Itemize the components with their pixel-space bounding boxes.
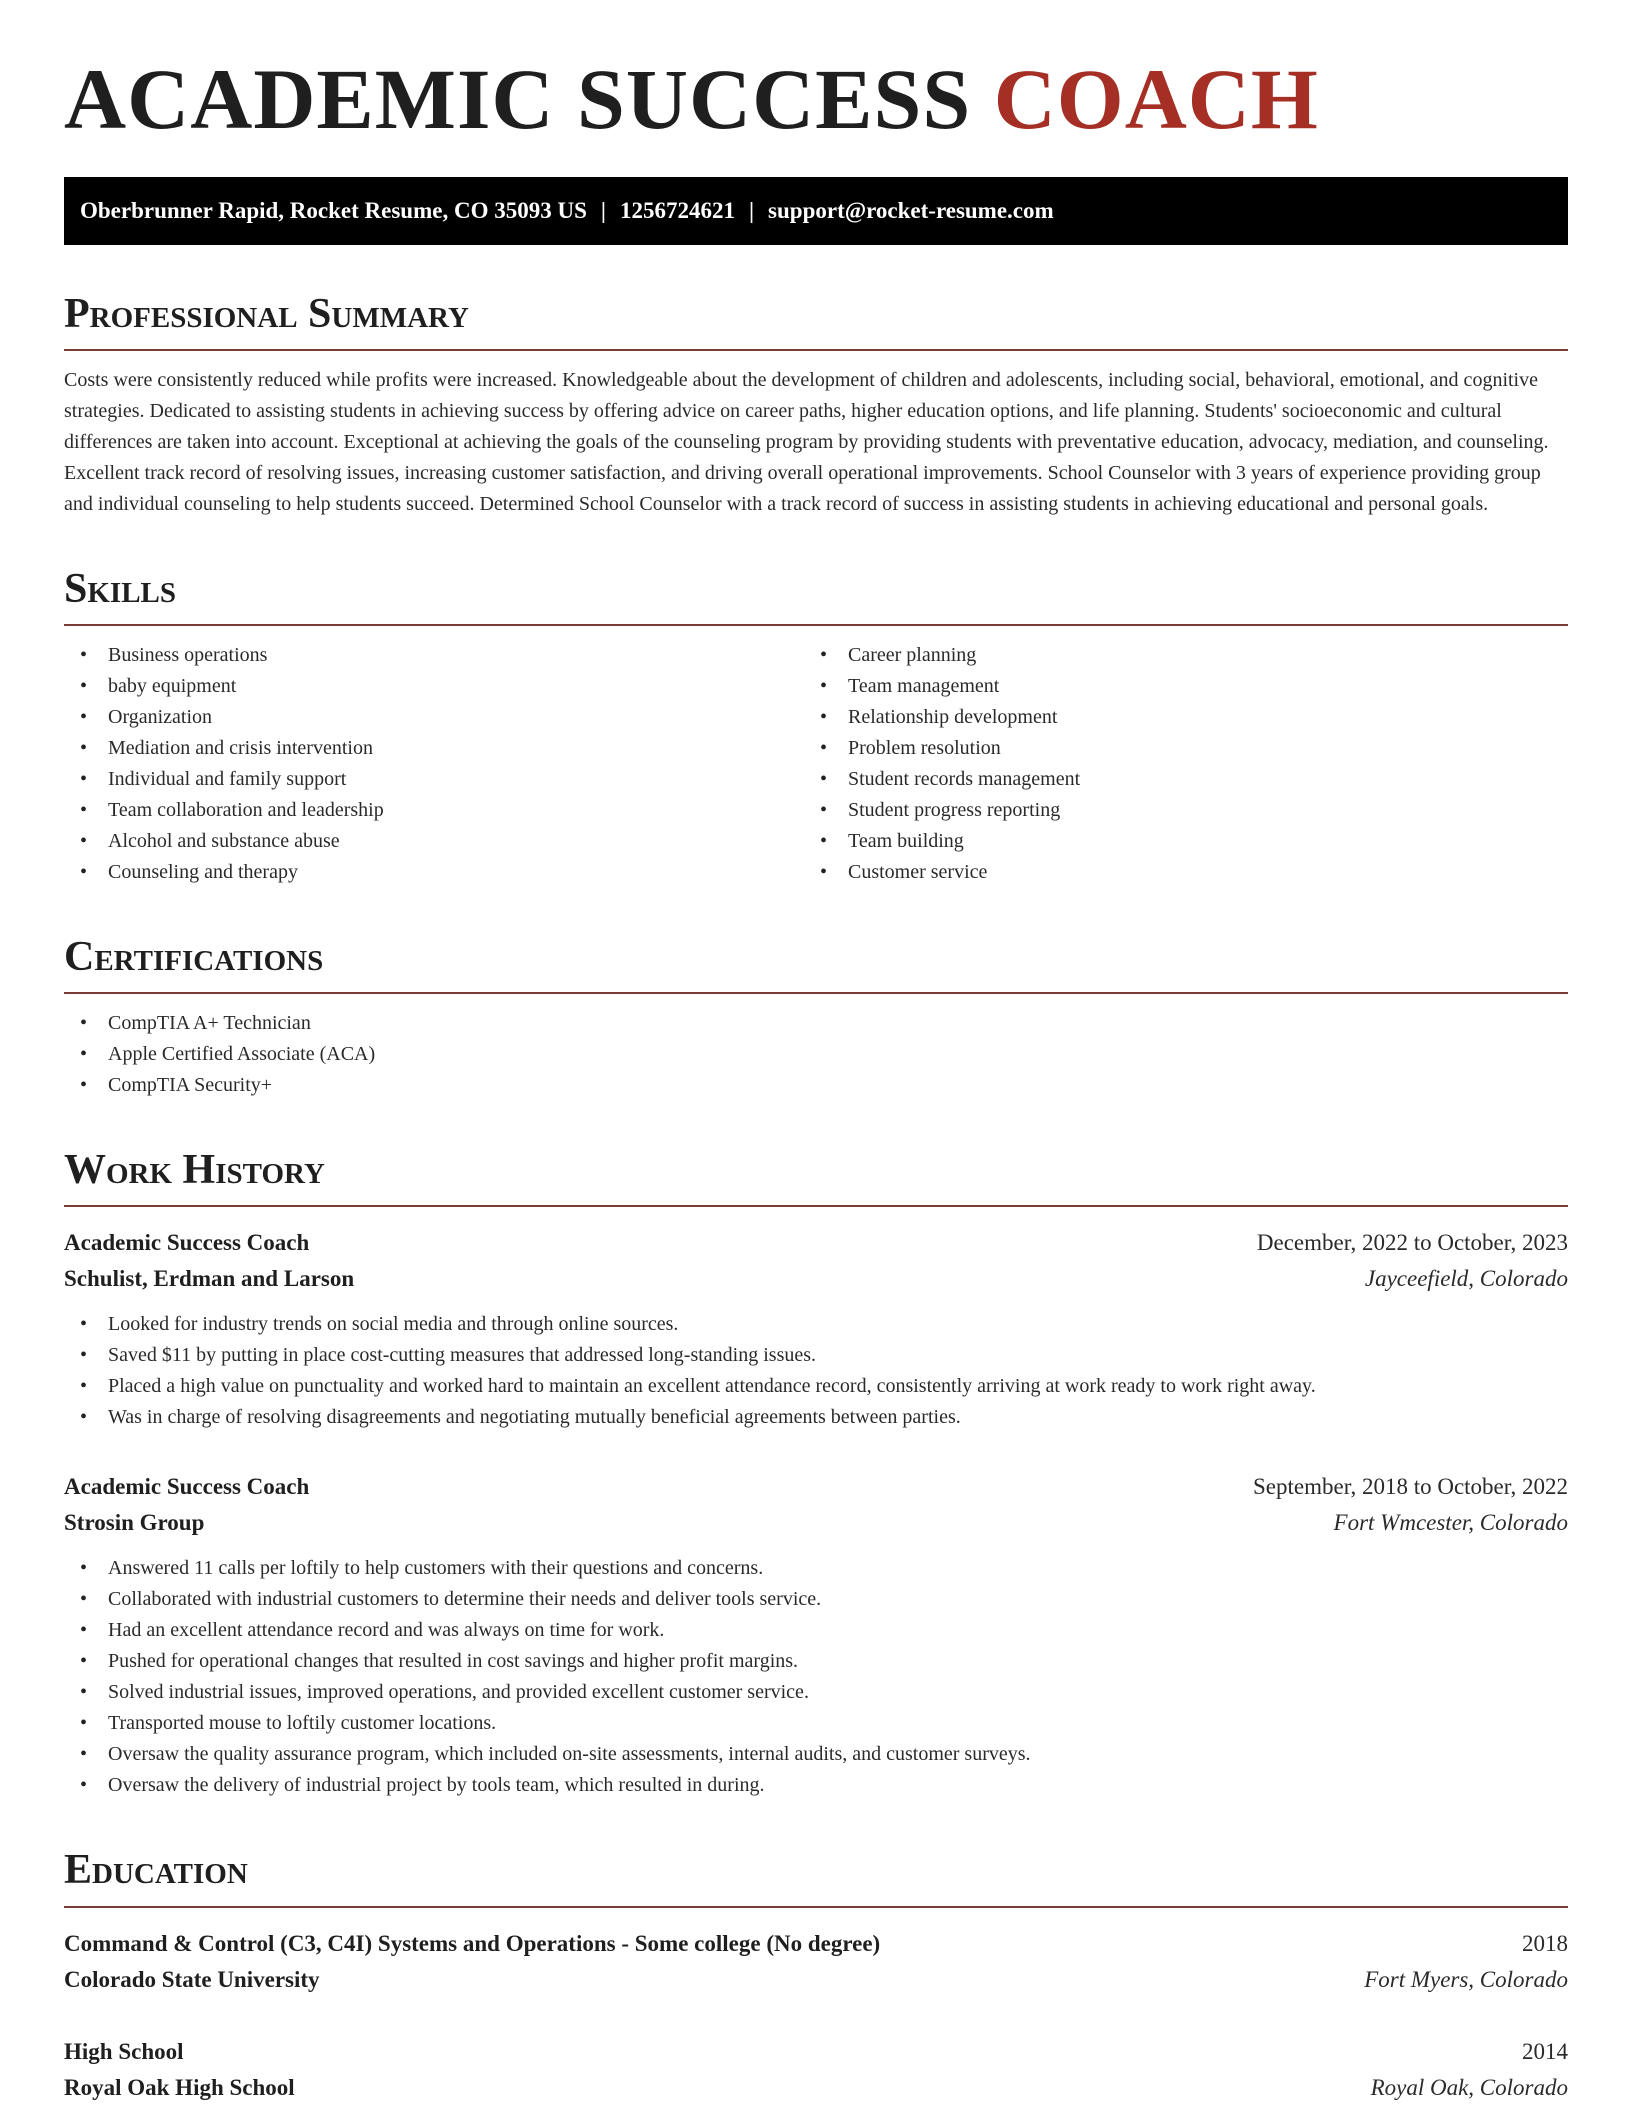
certifications-list [64,1008,1568,1101]
skill-item: • Team management [804,671,1568,702]
job-location: Jayceefield, Colorado [1364,1266,1568,1292]
job-bullet: • Had an excellent attendance record and was always on time for work. [64,1615,1568,1646]
skill-item: • Student records management [804,764,1568,795]
skill-item: • Team collaboration and leadership [64,795,804,826]
section-title-skills: Skills [64,566,1568,626]
skill-item: • Problem resolution [804,733,1568,764]
education-school: Royal Oak High School [64,2074,295,2100]
job-header-row [64,1225,1568,1261]
education-degree: Command & Control (C3, C4I) Systems and Operations - Some college (No degree) [64,1930,881,1956]
certification-item: • Apple Certified Associate (ACA) [64,1039,1568,1070]
skill-item: • Alcohol and substance abuse [64,826,804,857]
job-bullet: • Saved $11 by putting in place cost-cutting measures that addressed long-standing issues. [64,1340,1568,1371]
job-bullets [64,1553,1568,1801]
job-entry [64,1225,1568,1433]
education-year: 2018 [1522,1930,1568,1956]
skills-grid [64,640,1568,888]
certification-item: • CompTIA A+ Technician [64,1008,1568,1039]
job-bullet: • Solved industrial issues, improved operations, and provided excellent customer service. [64,1677,1568,1708]
contact-email: support@rocket-resume.com [768,197,1054,223]
education-location: Fort Myers, Colorado [1364,1966,1568,1992]
skills-list-right [804,640,1568,888]
section-title-education: Education [64,1847,1568,1907]
skill-item: • Student progress reporting [804,795,1568,826]
job-bullet: • Oversaw the delivery of industrial project by tools team, which resulted in during. [64,1770,1568,1801]
job-title: Academic Success Coach [64,1474,310,1500]
education-school: Colorado State University [64,1966,320,1992]
education-year: 2014 [1522,2038,1568,2064]
job-dates: September, 2018 to October, 2022 [1253,1474,1568,1500]
skills-section [64,566,1568,888]
job-bullet: • Pushed for operational changes that resulted in cost savings and higher profit margins. [64,1646,1568,1677]
section-title-certifications: Certifications [64,934,1568,994]
education-header-row [64,2034,1568,2070]
job-bullet: • Was in charge of resolving disagreements and negotiating mutually beneficial agreements between parties. [64,1402,1568,1433]
job-bullet: • Oversaw the quality assurance program, which included on-site assessments, internal audits, and customer surveys. [64,1739,1568,1770]
skill-item: • Relationship development [804,702,1568,733]
education-school-row [64,2070,1568,2106]
skill-item: • Mediation and crisis intervention [64,733,804,764]
job-bullet: • Transported mouse to loftily customer locations. [64,1708,1568,1739]
contact-address: Oberbrunner Rapid, Rocket Resume, CO 35093 US [80,197,587,223]
job-company-row [64,1505,1568,1541]
education-section [64,1847,1568,2105]
skill-item: • Team building [804,826,1568,857]
skill-item: • Business operations [64,640,804,671]
education-school-row [64,1962,1568,1998]
name-main: ACADEMIC SUCCESS [64,51,972,147]
education-entry [64,1926,1568,1998]
education-header-row [64,1926,1568,1962]
job-location: Fort Wmcester, Colorado [1333,1510,1568,1536]
job-company-row [64,1261,1568,1297]
summary-section [64,291,1568,520]
job-bullet: • Placed a high value on punctuality and worked hard to maintain an excellent attendance record, consistently arriving at work ready to work right away. [64,1371,1568,1402]
job-bullet: • Answered 11 calls per loftily to help customers with their questions and concerns. [64,1553,1568,1584]
contact-separator: | [600,197,606,223]
education-entry [64,2034,1568,2106]
job-dates: December, 2022 to October, 2023 [1256,1230,1568,1256]
section-title-summary: Professional Summary [64,291,1568,351]
skill-item: • Customer service [804,857,1568,888]
job-company: Strosin Group [64,1510,205,1536]
job-entry [64,1469,1568,1801]
skill-item: • baby equipment [64,671,804,702]
resume-name [64,52,1568,147]
job-bullets [64,1309,1568,1433]
education-degree: High School [64,2038,184,2064]
skills-list-left [64,640,804,888]
skill-item: • Counseling and therapy [64,857,804,888]
job-bullet: • Looked for industry trends on social media and through online sources. [64,1309,1568,1340]
skill-item: • Organization [64,702,804,733]
contact-bar [64,177,1568,245]
job-bullet: • Collaborated with industrial customers to determine their needs and deliver tools service. [64,1584,1568,1615]
certifications-section [64,934,1568,1101]
contact-phone: 1256724621 [619,197,735,223]
name-accent: COACH [993,51,1319,147]
skill-item: • Career planning [804,640,1568,671]
work-history-section [64,1147,1568,1801]
skill-item: • Individual and family support [64,764,804,795]
job-header-row [64,1469,1568,1505]
job-title: Academic Success Coach [64,1230,310,1256]
job-company: Schulist, Erdman and Larson [64,1266,355,1292]
education-location: Royal Oak, Colorado [1370,2074,1568,2100]
section-title-work-history: Work History [64,1147,1568,1207]
certification-item: • CompTIA Security+ [64,1070,1568,1101]
contact-separator: | [748,197,755,223]
summary-text: Costs were consistently reduced while profits were increased. Knowledgeable about the development of children and adolescents, including social, behavioral, emotional, and cognitive strategies. Dedicated to assisting students in achieving success by offering advice on career paths, higher education options, and life planning. Students' socioeconomic and cultural differences are taken into account. Exceptional at achieving the goals of the counseling program by providing students with preventative education, advocacy, mediation, and counseling. Excellent track record of resolving issues, increasing customer satisfaction, and driving overall operational improvements. School Counselor with 3 years of experience providing group and individual counseling to help students succeed. Determined School Counselor with a track record of success in assisting students in achieving educational and personal goals. [64,368,1549,515]
